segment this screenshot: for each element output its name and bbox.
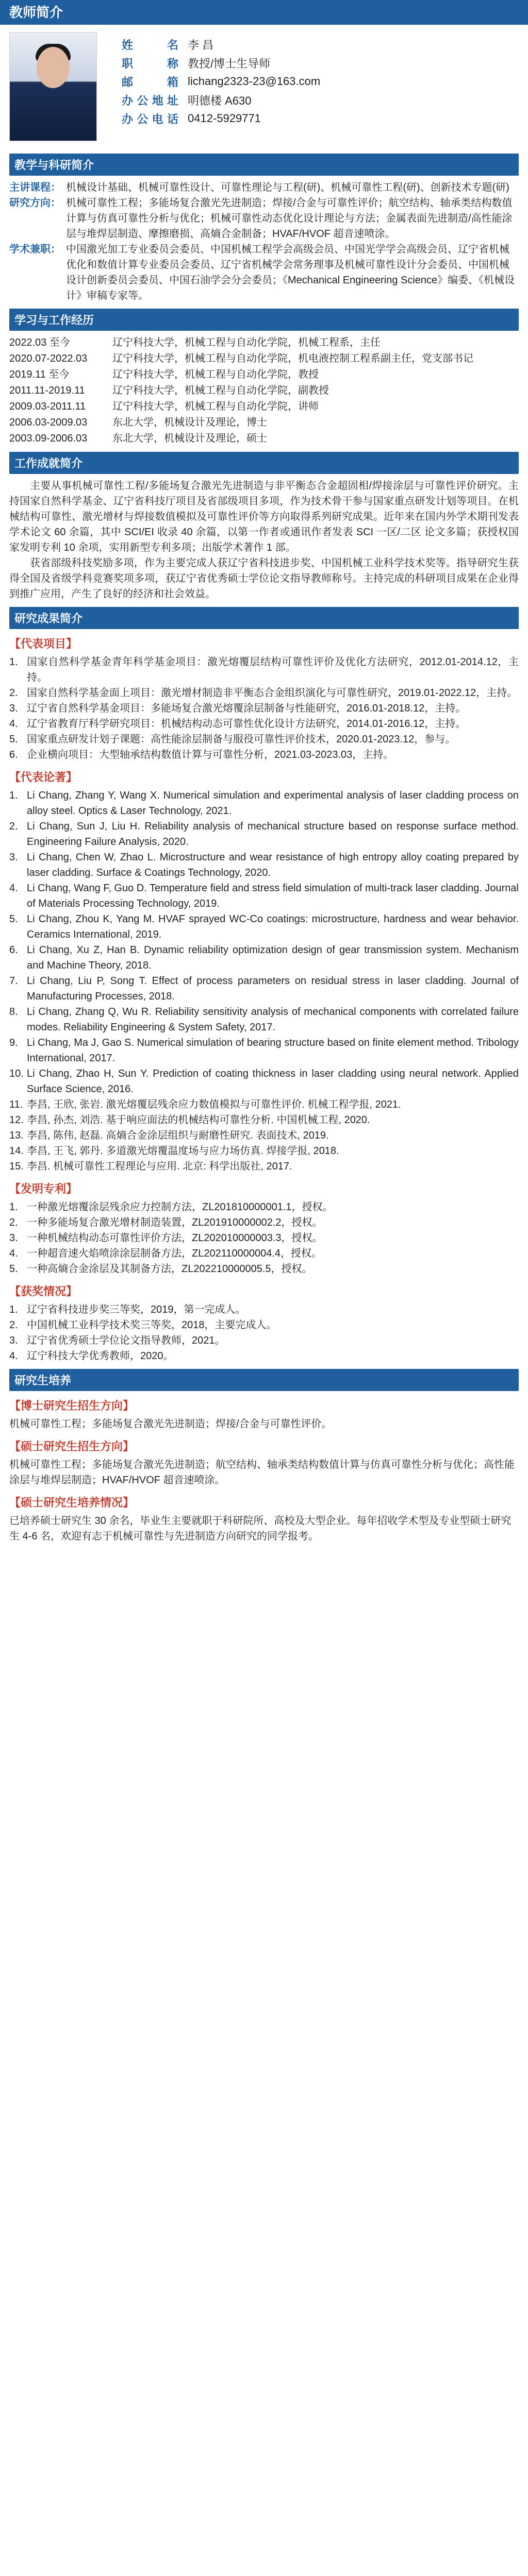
paper-item [9,850,519,880]
award-item-text: 中国机械工业科学技术奖三等奖，2018，主要完成人。 [27,1319,277,1331]
patent-item-text: 一种高熵合金涂层及其制备方法，ZL202210000005.5，授权。 [27,1263,312,1275]
experience-section-header: 学习与工作经历 [9,309,519,331]
title-label: 职 称 [122,57,178,70]
training-subheader: 【硕士研究生培养情况】 [9,1496,135,1509]
paper-item-number: 14. [9,1145,24,1157]
patent-item-number: 5. [9,1263,18,1275]
project-item [9,716,519,732]
name-value: 李 昌 [188,38,214,52]
paper-item [9,1143,519,1159]
paper-item-number: 3. [9,852,18,863]
paper-item [9,1035,519,1066]
paper-item [9,1097,519,1112]
paper-item-text: 李昌. 机械可靠性工程理论与应用. 北京: 科学出版社, 2017. [27,1161,292,1172]
achievement-paragraph: 主要从事机械可靠性工程/多能场复合激光先进制造与非平衡态合金超固相/焊接涂层与可靠性评价研究。主持国家自然科学基金、辽宁省科技厅项目及省部级项目多项，作为技术骨干参与国家重点研发计划等项目。在机械结构可靠性、激光增材与焊接数值模拟及可靠性评价等方向取得系列研究成果。近年来在国内外学术期刊发表学术论文 60 余篇，其中 SCI/EI 收录 40 余篇，以第一作者或通讯作者发表 SCI 一区/二区 论文多篇；获授权国家发明专利 10 余项，实用新型专利多项；出版学术著作 1 部。 [9,480,519,553]
project-item-text: 企业横向项目：大型轴承结构数值计算与可靠性分析，2021.03-2023.03，主持。 [27,749,394,760]
awards-subheader: 【获奖情况】 [9,1285,78,1298]
paper-item-text: 李昌, 陈伟, 赵磊. 高熵合金涂层组织与耐磨性研究. 表面技术, 2019. [27,1130,329,1141]
patent-item-text: 一种机械结构动态可靠性评价方法，ZL202010000003.3，授权。 [27,1232,323,1244]
patent-item [9,1215,519,1230]
research-row-text: 机械可靠性工程；多能场复合激光先进制造；焊接/合金与可靠性评价；航空结构、轴承类结构数值计算与仿真可靠性分析与优化；机械可靠性动态优化设计理论与方法；金属表面先进制造/高性能涂层与堆焊层制造、摩擦磨损、高熵合金制备；HVAF/HVOF 超音速喷涂。 [66,197,513,240]
project-item-number: 6. [9,749,18,760]
award-list [0,1302,528,1364]
papers-subheader: 【代表论著】 [9,771,78,784]
experience-row [9,367,519,383]
paper-item-number: 10. [9,1068,24,1079]
experience-desc: 东北大学，机械设计及理论，硕士 [112,433,267,444]
project-item-number: 3. [9,703,18,714]
experience-period: 2022.03 至今 [9,337,70,348]
experience-desc: 辽宁科技大学，机械工程与自动化学院，教授 [112,369,319,380]
paper-item-number: 5. [9,913,18,925]
training-note: 已培养硕士研究生 30 余名，毕业生主要就职于科研院所、高校及大型企业。每年招收学术型及专业型硕士研究生 4-6 名，欢迎有志于机械可靠性与先进制造方向研究的同学报考。 [9,1515,512,1542]
profile-info [122,35,320,128]
research-row-label: 研究方向： [9,197,61,209]
patent-item-text: 一种多能场复合激光增材制造装置，ZL201910000002.2，授权。 [27,1217,323,1228]
patent-list [0,1199,528,1277]
master-subheader: 【硕士研究生招生方向】 [9,1440,135,1453]
patents-subheader: 【发明专利】 [9,1182,78,1195]
project-item-text: 国家重点研发计划子课题：高性能涂层制备与服役可靠性评价技术，2020.01-2023.12，参与。 [27,734,456,745]
paper-item [9,880,519,911]
experience-desc: 辽宁科技大学，机械工程与自动化学院，机电液控制工程系副主任，党支部书记 [112,353,473,364]
paper-item [9,911,519,942]
paper-item-number: 12. [9,1114,24,1126]
office-value: 明德楼 A630 [188,94,252,107]
paper-item-text: Li Chang, Sun J, Liu H. Reliability analysis of mechanical structure based on response surface method. Engineering Failure Analysis, 2020. [27,821,519,848]
experience-desc: 辽宁科技大学，机械工程与自动化学院，讲师 [112,401,319,412]
experience-period: 2003.09-2006.03 [9,433,88,444]
award-item-text: 辽宁省优秀硕士学位论文指导教师，2021。 [27,1335,225,1346]
award-item-number: 3. [9,1335,18,1346]
info-office-row [122,91,320,109]
portrait-photo [9,32,97,141]
paper-item [9,819,519,850]
paper-item-number: 8. [9,1006,18,1018]
award-item [9,1348,519,1364]
award-item-number: 4. [9,1350,18,1362]
paper-item [9,1159,519,1174]
experience-period: 2020.07-2022.03 [9,353,88,364]
office-label: 办公地址 [122,94,178,107]
profile-card [0,25,528,148]
paper-item [9,973,519,1004]
experience-period: 2009.03-2011.11 [9,401,86,412]
paper-item-text: Li Chang, Zhang Y, Wang X. Numerical simulation and experimental analysis of laser cladding process on alloy steel. Optics & Laser Technology, 2021. [27,790,519,817]
project-item-number: 4. [9,718,18,730]
paper-item-text: Li Chang, Ma J, Gao S. Numerical simulation of bearing structure based on finite element method. Tribology International, 2017. [27,1037,519,1064]
paper-item [9,1128,519,1143]
phone-value: 0412-5929771 [188,112,261,125]
experience-row [9,399,519,415]
experience-period: 2011.11-2019.11 [9,385,85,396]
patent-item-number: 1. [9,1201,18,1213]
paper-item-number: 11. [9,1099,23,1110]
projects-subheader: 【代表项目】 [9,637,78,650]
paper-item-number: 15. [9,1161,24,1172]
experience-row [9,351,519,367]
paper-item-number: 7. [9,975,18,987]
patent-item-number: 3. [9,1232,18,1244]
paper-item-text: 李昌, 王飞, 郭丹. 多道激光熔覆温度场与应力场仿真. 焊接学报, 2018. [27,1145,339,1157]
page-title: 教师简介 [0,0,528,25]
info-name-row [122,35,320,54]
paper-item [9,1066,519,1097]
paper-item-text: Li Chang, Zhou K, Yang M. HVAF sprayed WC-Co coatings: microstructure, hardness and wear behavior. Ceramics International, 2019. [27,913,519,940]
paper-item-text: Li Chang, Liu P, Song T. Effect of process parameters on residual stress in laser cladding. Journal of Manufacturing Processes, 2018. [27,975,519,1002]
paper-item-number: 6. [9,944,18,956]
award-item-number: 2. [9,1319,18,1331]
experience-desc: 东北大学，机械设计及理论，博士 [112,417,267,428]
patent-item [9,1230,519,1246]
project-item [9,685,519,701]
patent-item-text: 一种激光熔覆涂层残余应力控制方法，ZL201810000001.1，授权。 [27,1201,333,1213]
experience-row [9,415,519,431]
patent-item [9,1199,519,1215]
project-item-text: 国家自然科学基金面上项目：激光增材制造非平衡态合金组织演化与可靠性研究，2019.01-2022.12，主持。 [27,687,518,699]
research-row-label: 学术兼职： [9,244,61,255]
research-row [9,180,519,195]
award-item-text: 辽宁省科技进步奖三等奖，2019，第一完成人。 [27,1304,246,1315]
experience-row [9,431,519,447]
project-item [9,747,519,762]
info-phone-row [122,109,320,128]
project-item [9,732,519,747]
project-item [9,654,519,685]
info-email-row [122,72,320,91]
paper-item-number: 2. [9,821,18,832]
project-list [0,654,528,762]
paper-item-number: 4. [9,883,18,894]
phone-label: 办公电话 [122,112,178,126]
patent-item [9,1261,519,1277]
achievement-paragraphs [0,478,528,602]
master-directions: 机械可靠性工程；多能场复合激光先进制造；航空结构、轴承类结构数值计算与仿真可靠性分析与优化；高性能涂层与堆焊层制造；HVAF/HVOF 超音速喷涂。 [9,1459,515,1486]
award-item [9,1317,519,1333]
paper-item-text: Li Chang, Wang F, Guo D. Temperature field and stress field simulation of multi-track laser cladding. Journal of Materials Processing Technology, 2019. [27,883,519,909]
portrait-head [37,47,70,88]
paper-item-text: Li Chang, Chen W, Zhao L. Microstructure and wear resistance of high entropy alloy coating prepared by laser cladding. Surface & Coatings Technology, 2020. [27,852,519,878]
research-rows [0,180,528,303]
paper-item-text: 李昌, 王欣, 张岩. 激光熔覆层残余应力数值模拟与可靠性评价. 机械工程学报, 2021. [27,1099,401,1110]
experience-period: 2019.11 至今 [9,369,70,380]
award-item-number: 1. [9,1304,18,1315]
experience-desc: 辽宁科技大学，机械工程与自动化学院，机械工程系，主任 [112,337,381,348]
research-row-text: 中国激光加工专业委员会委员、中国机械工程学会高级会员、中国光学学会高级会员、辽宁省机械优化和数值计算专业委员会委员、辽宁省机械学会常务理事及机械可靠性设计分会委员、中国机械设计创新委员会委员、中国石油学会分会委员；《Mechanical Engineering Science》编委、《机械设计》审稿专家等。 [66,244,515,301]
paper-item-number: 13. [9,1130,24,1141]
paper-item-text: 李昌, 孙杰, 刘浩. 基于响应面法的机械结构可靠性分析. 中国机械工程, 2020. [27,1114,370,1126]
experience-row [9,383,519,399]
project-item-text: 国家自然科学基金青年科学基金项目：激光熔覆层结构可靠性评价及优化方法研究，2012.01-2014.12，主持。 [27,656,519,683]
paper-item-text: Li Chang, Zhao H, Sun Y. Prediction of coating thickness in laser cladding using neural network. Applied Surface Science, 2016. [27,1068,519,1095]
email-value[interactable]: lichang2323-23@163.com [188,75,321,88]
info-title-row [122,54,320,72]
research-row [9,195,519,242]
paper-item [9,1004,519,1035]
doctoral-subheader: 【博士研究生招生方向】 [9,1399,135,1412]
research-row-text: 机械设计基础、机械可靠性设计、可靠性理论与工程(研)、机械可靠性工程(研)、创新技术专题(研) [66,182,509,193]
award-item-text: 辽宁科技大学优秀教师，2020。 [27,1350,174,1362]
patent-item-number: 4. [9,1248,18,1259]
research-row-label: 主讲课程： [9,182,61,193]
results-section-header: 研究成果简介 [9,607,519,629]
project-item-text: 辽宁省教育厅科学研究项目：机械结构动态可靠性优化设计方法研究，2014.01-2016.12，主持。 [27,718,466,730]
project-item-text: 辽宁省自然科学基金项目：多能场复合激光熔覆涂层制备与性能研究，2016.01-2018.12，主持。 [27,703,466,714]
achievements-section-header: 工作成就简介 [9,452,519,474]
achievement-paragraph: 获省部级科技奖励多项，作为主要完成人获辽宁省科技进步奖、中国机械工业科学技术奖等。指导研究生获得全国及省级学科竞赛奖项多项，获辽宁省优秀硕士学位论文指导教师称号。主持完成的科研项目成果在企业得到推广应用，产生了良好的经济和社会效益。 [9,557,519,600]
award-item [9,1333,519,1348]
patent-item-number: 2. [9,1217,18,1228]
research-row [9,242,519,303]
research-section-header: 教学与科研简介 [9,154,519,176]
name-label: 姓 名 [122,38,178,52]
experience-row [9,335,519,351]
paper-list [0,788,528,1174]
project-item-number: 2. [9,687,18,699]
project-item-number: 1. [9,656,18,668]
experience-rows [0,335,528,447]
patent-item [9,1246,519,1261]
project-item-number: 5. [9,734,18,745]
paper-item-number: 1. [9,790,18,801]
experience-desc: 辽宁科技大学，机械工程与自动化学院，副教授 [112,385,329,396]
paper-item [9,788,519,819]
paper-item [9,942,519,973]
paper-item [9,1112,519,1128]
doctoral-directions: 机械可靠性工程；多能场复合激光先进制造；焊接/合金与可靠性评价。 [9,1418,332,1430]
paper-item-text: Li Chang, Xu Z, Han B. Dynamic reliability optimization design of gear transmission system. Mechanism and Machine Theory, 2018. [27,944,519,971]
award-item [9,1302,519,1317]
email-label: 邮 箱 [122,75,178,89]
patent-item-text: 一种超音速火焰喷涂涂层制备方法，ZL202110000004.4，授权。 [27,1248,322,1259]
paper-item-number: 9. [9,1037,18,1048]
students-section-header: 研究生培养 [9,1369,519,1391]
project-item [9,701,519,716]
title-value: 教授/博士生导师 [188,57,271,70]
paper-item-text: Li Chang, Zhang Q, Wu R. Reliability sensitivity analysis of mechanical components with correlated failure modes. Reliability Engineering & System Safety, 2017. [27,1006,519,1033]
experience-period: 2006.03-2009.03 [9,417,88,428]
